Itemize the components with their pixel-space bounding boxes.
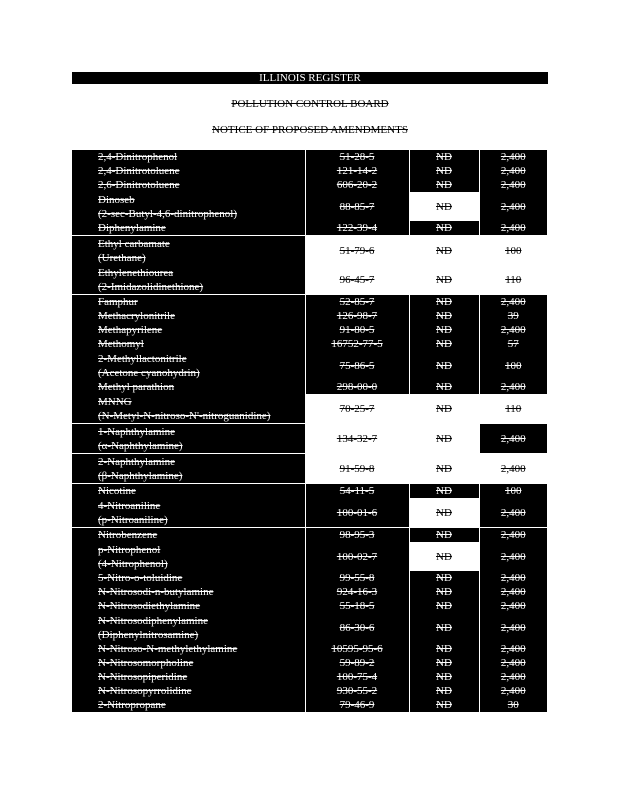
wastewater-standard-cell: ND <box>409 656 479 670</box>
cas-number-cell: 298-00-0 <box>305 380 409 394</box>
cas-number-cell: 930-55-2 <box>305 684 409 698</box>
chemical-name: Nicotine <box>98 485 136 497</box>
wastewater-standard-cell: ND <box>409 670 479 684</box>
wastewater-standard-cell: ND <box>409 642 479 656</box>
table-row <box>72 265 547 295</box>
chemical-name-cell <box>72 164 305 178</box>
wastewater-standard-cell: ND <box>409 380 479 394</box>
wastewater-standard-cell: ND <box>409 351 479 380</box>
chemical-name: N-Nitrosodi-n-butylamine <box>98 586 214 598</box>
wastewater-standard-cell: ND <box>409 542 479 571</box>
cas-number-cell: 606-20-2 <box>305 178 409 192</box>
nonwastewater-standard-cell: 2,400 <box>500 671 526 683</box>
chemical-name: MNNG <box>98 395 132 408</box>
nonwastewater-standard-cell: 2,400 <box>479 424 547 454</box>
chemical-name: 5-Nitro-o-toluidine <box>98 572 183 584</box>
nonwastewater-standard-cell: 100 <box>479 484 547 499</box>
cas-number-cell: 75-86-5 <box>305 351 409 380</box>
cas-number-cell: 121-14-2 <box>305 164 409 178</box>
chemical-name-cell <box>72 542 305 571</box>
chemical-name-cell <box>72 309 305 323</box>
nonwastewater-standard-cell: 2,400 <box>479 295 547 310</box>
chemical-name: 2-Methyllactonitrile <box>98 352 187 365</box>
nonwastewater-standard-cell: 2,400 <box>500 179 526 191</box>
chemical-name: Ethyl carbamate <box>98 237 170 250</box>
table-row <box>72 150 547 164</box>
nonwastewater-standard-cell: 110 <box>479 394 547 424</box>
chemical-name-cell <box>72 698 305 712</box>
nonwastewater-standard-cell: 2,400 <box>500 381 526 393</box>
cas-number-cell: 122-39-4 <box>305 221 409 236</box>
chemical-name-cell <box>72 221 305 236</box>
wastewater-standard-cell: ND <box>409 309 479 323</box>
chemical-standards-table <box>72 150 547 712</box>
wastewater-standard-cell: ND <box>409 613 479 642</box>
chemical-name-cell <box>72 684 305 698</box>
cas-number-cell: 100-75-4 <box>305 670 409 684</box>
table-row <box>72 164 547 178</box>
nonwastewater-standard-cell: 2,400 <box>500 643 526 655</box>
chemical-name-cell <box>72 394 305 424</box>
table-row <box>72 394 547 424</box>
nonwastewater-standard-cell: 2,400 <box>500 572 526 584</box>
chemical-name: N-Nitrosodiphenylamine <box>98 614 208 627</box>
cas-number-cell: 10595-95-6 <box>305 642 409 656</box>
cas-number-cell: 100-02-7 <box>305 542 409 571</box>
wastewater-standard-cell: ND <box>409 323 479 337</box>
chemical-synonym: (2-sec-Butyl-4,6-dinitrophenol) <box>98 207 237 220</box>
chemical-name-cell <box>72 585 305 599</box>
chemical-name: 2,4-Dinitrophenol <box>98 151 178 163</box>
chemical-name-cell <box>72 150 305 164</box>
chemical-name-cell <box>72 424 305 454</box>
table-row <box>72 613 547 642</box>
chemical-name: N-Nitroso-N-methylethylamine <box>98 643 238 655</box>
cas-number-cell: 924-16-3 <box>305 585 409 599</box>
chemical-name: 2-Naphthylamine <box>98 455 175 468</box>
nonwastewater-standard-cell: 30 <box>507 699 519 711</box>
cas-number-cell: 51-79-6 <box>305 236 409 266</box>
chemical-synonym: (Urethane) <box>98 251 146 264</box>
chemical-synonym: (2-Imidazolidinethione) <box>98 280 204 293</box>
wastewater-standard-cell: ND <box>409 164 479 178</box>
table-row <box>72 351 547 380</box>
wastewater-standard-cell: ND <box>409 684 479 698</box>
chemical-synonym: (Diphenylnitrosamine) <box>98 628 199 641</box>
table-row <box>72 192 547 221</box>
wastewater-standard-cell: ND <box>409 454 479 484</box>
table-row <box>72 542 547 571</box>
chemical-name: N-Nitrosopiperidine <box>98 671 188 683</box>
wastewater-standard-cell: ND <box>409 236 479 266</box>
nonwastewater-standard-cell: 2,400 <box>500 222 526 234</box>
chemical-name-cell <box>72 178 305 192</box>
chemical-name: N-Nitrosopyrrolidine <box>98 685 192 697</box>
table-row <box>72 670 547 684</box>
wastewater-standard-cell: ND <box>409 265 479 295</box>
nonwastewater-standard-cell: 2,400 <box>500 600 526 612</box>
chemical-name: Methomyl <box>98 338 144 350</box>
cas-number-cell: 79-46-9 <box>305 698 409 712</box>
table-row <box>72 337 547 351</box>
nonwastewater-standard-cell: 2,400 <box>500 657 526 669</box>
chemical-name-cell <box>72 613 305 642</box>
chemical-name: Diphenylamine <box>98 222 166 234</box>
table-row <box>72 484 547 499</box>
chemical-name: Methyl parathion <box>98 381 175 393</box>
chemical-synonym: (Acetone cyanohydrin) <box>98 366 200 379</box>
chemical-synonym: (p-Nitroaniline) <box>98 513 168 526</box>
table-row <box>72 642 547 656</box>
chemical-name: 1-Naphthylamine <box>98 425 175 438</box>
chemical-name-cell <box>72 380 305 394</box>
cas-number-cell: 59-89-2 <box>305 656 409 670</box>
cas-number-cell: 96-45-7 <box>305 265 409 295</box>
table-row <box>72 424 547 454</box>
chemical-name: Methapyrilene <box>98 324 163 336</box>
table-row <box>72 571 547 585</box>
chemical-name: Famphur <box>98 296 138 308</box>
chemical-name-cell <box>72 351 305 380</box>
table-row <box>72 599 547 613</box>
nonwastewater-standard-cell: 100 <box>479 236 547 266</box>
nonwastewater-standard-cell: 39 <box>507 310 519 322</box>
cas-number-cell: 16752-77-5 <box>305 337 409 351</box>
nonwastewater-standard-cell: 2,400 <box>500 324 526 336</box>
cas-number-cell: 100-01-6 <box>305 498 409 528</box>
nonwastewater-standard-cell: 2,400 <box>500 550 526 563</box>
wastewater-standard-cell: ND <box>409 498 479 528</box>
nonwastewater-standard-cell: 2,400 <box>500 151 526 163</box>
chemical-synonym: (N-Metyl-N-nitroso-N'-nitroguanidine) <box>98 409 271 422</box>
wastewater-standard-cell: ND <box>409 221 479 236</box>
nonwastewater-standard-cell: 2,400 <box>500 200 526 213</box>
chemical-name: N-Nitrosodiethylamine <box>98 600 201 612</box>
table-row <box>72 236 547 266</box>
wastewater-standard-cell: ND <box>409 394 479 424</box>
nonwastewater-standard-cell: 2,400 <box>500 506 526 519</box>
wastewater-standard-cell: ND <box>409 424 479 454</box>
nonwastewater-standard-cell: 2,400 <box>500 685 526 697</box>
cas-number-cell: 91-80-5 <box>305 323 409 337</box>
cas-number-cell: 99-55-8 <box>305 571 409 585</box>
table-row <box>72 698 547 712</box>
chemical-name-cell <box>72 642 305 656</box>
wastewater-standard-cell: ND <box>409 150 479 164</box>
cas-number-cell: 54-11-5 <box>305 484 409 499</box>
chemical-name-cell <box>72 498 305 528</box>
wastewater-standard-cell: ND <box>409 698 479 712</box>
cas-number-cell: 126-98-7 <box>305 309 409 323</box>
nonwastewater-standard-cell: 57 <box>507 338 519 350</box>
table-row <box>72 309 547 323</box>
chemical-name-cell <box>72 192 305 221</box>
wastewater-standard-cell: ND <box>409 295 479 310</box>
nonwastewater-standard-cell: 2,400 <box>500 621 526 634</box>
cas-number-cell: 52-85-7 <box>305 295 409 310</box>
cas-number-cell: 98-95-3 <box>305 528 409 543</box>
wastewater-standard-cell: ND <box>409 528 479 543</box>
cas-number-cell: 70-25-7 <box>305 394 409 424</box>
cas-number-cell: 91-59-8 <box>305 454 409 484</box>
table-row <box>72 454 547 484</box>
chemical-name: 4-Nitroaniline <box>98 499 161 512</box>
wastewater-standard-cell: ND <box>409 585 479 599</box>
wastewater-standard-cell: ND <box>409 599 479 613</box>
cas-number-cell: 134-32-7 <box>305 424 409 454</box>
table-row <box>72 221 547 236</box>
table-row <box>72 323 547 337</box>
chemical-name: 2,6-Dinitrotoluene <box>98 179 180 191</box>
nonwastewater-standard-cell: 2,400 <box>500 586 526 598</box>
cas-number-cell: 51-28-5 <box>305 150 409 164</box>
notice-heading: NOTICE OF PROPOSED AMENDMENTS <box>212 124 408 136</box>
chemical-name: N-Nitrosomorpholine <box>98 657 194 669</box>
nonwastewater-standard-cell: 2,400 <box>479 528 547 543</box>
chemical-name: p-Nitrophenol <box>98 543 161 556</box>
chemical-name-cell <box>72 484 305 499</box>
chemical-name-cell <box>72 599 305 613</box>
cas-number-cell: 88-85-7 <box>305 192 409 221</box>
chemical-name: Nitrobenzene <box>98 529 158 541</box>
wastewater-standard-cell: ND <box>409 192 479 221</box>
chemical-name-cell <box>72 528 305 543</box>
table-row <box>72 178 547 192</box>
table-row <box>72 380 547 394</box>
nonwastewater-standard-cell: 2,400 <box>500 165 526 177</box>
chemical-synonym: (α-Naphthylamine) <box>98 439 183 452</box>
nonwastewater-standard-cell: 110 <box>479 265 547 295</box>
table-row <box>72 528 547 543</box>
nonwastewater-standard-cell: 2,400 <box>479 454 547 484</box>
nonwastewater-standard-cell: 100 <box>505 359 522 372</box>
chemical-synonym: (4-Nitrophenol) <box>98 557 168 570</box>
wastewater-standard-cell: ND <box>409 178 479 192</box>
chemical-name-cell <box>72 295 305 310</box>
register-title: ILLINOIS REGISTER <box>72 72 548 84</box>
table-row <box>72 585 547 599</box>
cas-number-cell: 86-30-6 <box>305 613 409 642</box>
table-row <box>72 656 547 670</box>
table-row <box>72 498 547 528</box>
chemical-name-cell <box>72 265 305 295</box>
chemical-name: 2-Nitropropane <box>98 699 166 711</box>
chemical-synonym: (β-Naphthylamine) <box>98 469 183 482</box>
chemical-name: 2,4-Dinitrotoluene <box>98 165 180 177</box>
cas-number-cell: 55-18-5 <box>305 599 409 613</box>
chemical-name: Methacrylonitrile <box>98 310 175 322</box>
wastewater-standard-cell: ND <box>409 571 479 585</box>
chemical-name-cell <box>72 656 305 670</box>
chemical-name-cell <box>72 323 305 337</box>
chemical-name: Ethylenethiourea <box>98 266 174 279</box>
table-row <box>72 295 547 310</box>
chemical-name-cell <box>72 454 305 484</box>
chemical-name-cell <box>72 670 305 684</box>
chemical-name-cell <box>72 571 305 585</box>
table-row <box>72 684 547 698</box>
chemical-name: Dinoseb <box>98 193 135 206</box>
wastewater-standard-cell: ND <box>409 484 479 499</box>
chemical-name-cell <box>72 236 305 266</box>
board-name: POLLUTION CONTROL BOARD <box>231 98 389 110</box>
chemical-name-cell <box>72 337 305 351</box>
wastewater-standard-cell: ND <box>409 337 479 351</box>
